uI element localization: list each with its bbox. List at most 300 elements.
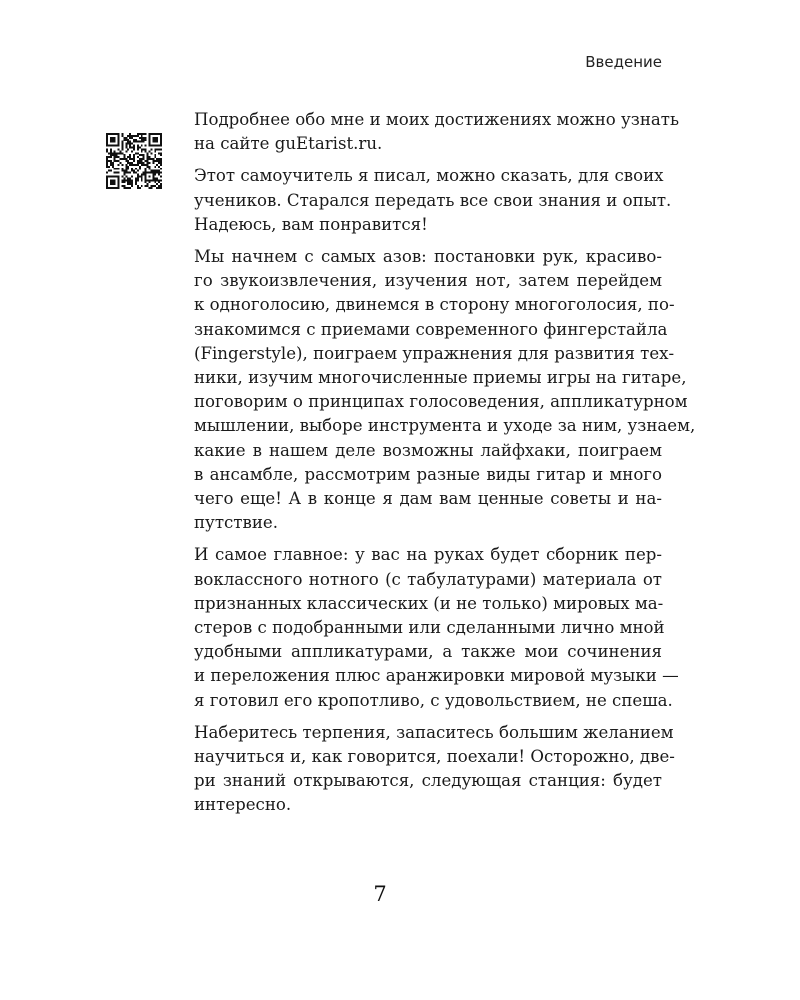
- qr-module: [147, 183, 149, 185]
- qr-module: [118, 160, 120, 162]
- text-line: интересно.: [194, 795, 292, 815]
- qr-module: [154, 170, 156, 172]
- running-head-title: Введение: [585, 53, 662, 71]
- qr-module: [127, 177, 129, 179]
- qr-module: [106, 148, 108, 150]
- qr-module: [129, 183, 131, 185]
- qr-module: [147, 179, 149, 181]
- qr-module: [131, 179, 133, 181]
- qr-module: [118, 143, 120, 145]
- qr-module: [127, 172, 129, 174]
- qr-module: [145, 164, 147, 166]
- qr-module: [150, 145, 152, 147]
- qr-module: [121, 133, 123, 135]
- qr-module: [148, 158, 150, 160]
- qr-module: [145, 172, 147, 174]
- qr-module: [150, 152, 152, 154]
- qr-module: [141, 145, 143, 147]
- qr-module: [160, 164, 162, 166]
- qr-module: [145, 181, 147, 183]
- qr-module: [156, 183, 158, 185]
- qr-module: [112, 187, 114, 189]
- qr-module: [156, 172, 158, 174]
- qr-module: [131, 168, 133, 170]
- qr-module: [133, 135, 135, 137]
- qr-module: [158, 172, 160, 174]
- text-line: к одноголосию, двинемся в сторону многоголосия, по-: [194, 295, 675, 315]
- qr-module: [129, 141, 131, 143]
- qr-module: [147, 164, 149, 166]
- qr-module: [129, 187, 131, 189]
- qr-module: [127, 181, 129, 183]
- qr-module: [131, 150, 133, 152]
- qr-module: [141, 133, 143, 135]
- qr-module: [154, 133, 156, 135]
- qr-module: [112, 145, 114, 147]
- qr-module: [108, 156, 110, 158]
- paragraph: [194, 164, 672, 237]
- text-line: в ансамбле, рассмотрим разные виды гитар и много: [194, 464, 662, 484]
- qr-module: [108, 145, 110, 147]
- text-line: какие в нашем деле возможны лайфхаки, поиграем: [194, 440, 662, 460]
- qr-module: [156, 145, 158, 147]
- qr-module: [135, 183, 137, 185]
- text-line: го звукоизвлечения, изучения нот, затем перейдем: [194, 271, 662, 291]
- qr-module: [106, 133, 108, 135]
- qr-module: [106, 141, 108, 143]
- qr-module: [158, 174, 160, 176]
- qr-module: [160, 185, 162, 187]
- qr-module: [129, 135, 131, 137]
- qr-module: [145, 174, 147, 176]
- qr-module: [116, 152, 118, 154]
- qr-module: [125, 166, 127, 168]
- qr-module: [147, 185, 149, 187]
- qr-module: [114, 187, 116, 189]
- qr-module: [129, 156, 131, 158]
- qr-module: [154, 185, 156, 187]
- qr-module: [114, 156, 116, 158]
- qr-module: [152, 185, 154, 187]
- qr-module: [152, 141, 154, 143]
- qr-module: [156, 139, 158, 141]
- qr-module: [127, 141, 129, 143]
- qr-module: [152, 137, 154, 139]
- text-line: научиться и, как говорится, поехали! Осторожно, две-: [194, 747, 675, 767]
- qr-module: [123, 170, 125, 172]
- qr-module: [143, 141, 145, 143]
- qr-module: [137, 175, 139, 177]
- text-line: удобными аппликатурами, а также мои сочинения: [194, 642, 662, 662]
- qr-module: [123, 179, 125, 181]
- qr-module: [135, 181, 137, 183]
- qr-module: [114, 158, 116, 160]
- qr-module: [116, 156, 118, 158]
- qr-module: [133, 139, 135, 141]
- qr-module: [139, 162, 141, 164]
- qr-module: [129, 179, 131, 181]
- qr-module: [106, 166, 108, 168]
- qr-module: [137, 145, 139, 147]
- qr-module: [108, 152, 110, 154]
- qr-module: [106, 179, 108, 181]
- qr-module: [129, 145, 131, 147]
- qr-module: [135, 139, 137, 141]
- qr-module: [154, 145, 156, 147]
- qr-module: [110, 179, 112, 181]
- qr-module: [148, 156, 150, 158]
- qr-module: [156, 177, 158, 179]
- qr-module: [143, 148, 145, 150]
- qr-module: [120, 158, 122, 160]
- qr-module: [137, 133, 139, 135]
- qr-module: [141, 177, 143, 179]
- qr-module: [127, 135, 129, 137]
- qr-module: [127, 162, 129, 164]
- qr-module: [116, 133, 118, 135]
- qr-module: [152, 139, 154, 141]
- qr-module: [106, 160, 108, 162]
- qr-module: [131, 185, 133, 187]
- qr-module: [110, 183, 112, 185]
- text-line: я готовил его кропотливо, с удовольствием, не спеша.: [194, 690, 673, 710]
- qr-module: [118, 152, 120, 154]
- qr-module: [158, 162, 160, 164]
- qr-module: [141, 154, 143, 156]
- qr-module: [106, 164, 108, 166]
- qr-module: [121, 148, 123, 150]
- qr-module: [160, 145, 162, 147]
- text-line: И самое главное: у вас на руках будет сборник пер-: [194, 545, 662, 565]
- qr-module: [141, 160, 143, 162]
- qr-module: [123, 174, 125, 176]
- qr-module: [121, 164, 123, 166]
- qr-module: [137, 177, 139, 179]
- text-line: Надеюсь, вам понравится!: [194, 214, 428, 234]
- qr-module: [106, 158, 108, 160]
- qr-module: [112, 183, 114, 185]
- qr-module: [135, 152, 137, 154]
- qr-module: [137, 135, 139, 137]
- qr-module: [118, 164, 120, 166]
- qr-module: [118, 179, 120, 181]
- main-text-body: [194, 108, 696, 826]
- qr-module: [114, 175, 116, 177]
- qr-module: [141, 162, 143, 164]
- qr-module: [112, 179, 114, 181]
- qr-module: [106, 183, 108, 185]
- qr-module: [143, 158, 145, 160]
- qr-module: [118, 141, 120, 143]
- qr-module: [127, 179, 129, 181]
- qr-module: [154, 141, 156, 143]
- qr-module: [147, 172, 149, 174]
- paragraph: [194, 721, 675, 818]
- qr-module: [147, 162, 149, 164]
- qr-module: [118, 175, 120, 177]
- qr-module: [154, 137, 156, 139]
- qr-module: [139, 154, 141, 156]
- qr-module: [158, 148, 160, 150]
- paragraph: [194, 245, 696, 535]
- qr-module: [121, 145, 123, 147]
- qr-module: [114, 183, 116, 185]
- qr-module: [120, 162, 122, 164]
- qr-module: [127, 148, 129, 150]
- qr-module: [152, 145, 154, 147]
- qr-module: [141, 174, 143, 176]
- qr-module: [106, 162, 108, 164]
- page-number: 7: [373, 882, 387, 906]
- qr-module: [121, 175, 123, 177]
- qr-module: [127, 166, 129, 168]
- qr-module: [154, 177, 156, 179]
- qr-module: [116, 172, 118, 174]
- qr-module: [123, 185, 125, 187]
- qr-module: [106, 143, 108, 145]
- text-line: (Fingerstyle), поиграем упражнения для развития тех-: [194, 343, 675, 363]
- qr-module: [120, 150, 122, 152]
- qr-module: [152, 160, 154, 162]
- qr-module: [156, 148, 158, 150]
- qr-module: [154, 181, 156, 183]
- qr-module: [160, 179, 162, 181]
- qr-module: [154, 166, 156, 168]
- qr-module: [125, 145, 127, 147]
- qr-module: [118, 183, 120, 185]
- qr-module: [110, 139, 112, 141]
- qr-module: [152, 158, 154, 160]
- qr-module: [129, 162, 131, 164]
- qr-module: [114, 179, 116, 181]
- qr-module: [127, 160, 129, 162]
- qr-module: [133, 156, 135, 158]
- qr-module: [160, 139, 162, 141]
- text-line: стеров с подобранными или сделанными лично мной: [194, 618, 665, 638]
- qr-module: [154, 139, 156, 141]
- text-line: признанных классических (и не только) мировых ма-: [194, 593, 664, 613]
- qr-module: [150, 172, 152, 174]
- qr-module: [114, 154, 116, 156]
- qr-module: [131, 183, 133, 185]
- qr-module: [125, 187, 127, 189]
- qr-module: [106, 175, 108, 177]
- qr-module: [148, 141, 150, 143]
- qr-module: [141, 179, 143, 181]
- qr-module: [106, 172, 108, 174]
- qr-module: [131, 164, 133, 166]
- qr-module: [148, 143, 150, 145]
- qr-module: [145, 175, 147, 177]
- qr-module: [118, 181, 120, 183]
- qr-module: [160, 152, 162, 154]
- qr-module: [108, 166, 110, 168]
- qr-module: [152, 133, 154, 135]
- qr-module: [148, 145, 150, 147]
- qr-module: [148, 172, 150, 174]
- qr-module: [123, 154, 125, 156]
- qr-module: [106, 156, 108, 158]
- qr-module: [125, 158, 127, 160]
- qr-module: [121, 185, 123, 187]
- qr-module: [137, 156, 139, 158]
- qr-module: [141, 175, 143, 177]
- qr-module: [139, 158, 141, 160]
- qr-module: [106, 135, 108, 137]
- qr-module: [106, 137, 108, 139]
- qr-module: [160, 154, 162, 156]
- qr-module: [121, 141, 123, 143]
- qr-module: [152, 170, 154, 172]
- qr-module: [127, 139, 129, 141]
- qr-module: [112, 175, 114, 177]
- qr-module: [118, 137, 120, 139]
- qr-module: [145, 150, 147, 152]
- text-line: Мы начнем с самых азов: постановки рук, красиво-: [194, 247, 662, 267]
- qr-module: [123, 177, 125, 179]
- qr-module: [156, 170, 158, 172]
- text-line: поговорим о принципах голосоведения, аппликатурном: [194, 392, 688, 412]
- qr-module: [160, 137, 162, 139]
- qr-module: [114, 133, 116, 135]
- qr-module: [110, 148, 112, 150]
- qr-module: [160, 143, 162, 145]
- qr-module: [156, 137, 158, 139]
- qr-module: [148, 150, 150, 152]
- qr-module: [121, 135, 123, 137]
- qr-module: [127, 143, 129, 145]
- qr-module: [143, 162, 145, 164]
- paragraph: [194, 108, 680, 156]
- text-line: Этот самоучитель я писал, можно сказать, для своих: [194, 166, 664, 186]
- qr-module: [148, 162, 150, 164]
- qr-module: [156, 160, 158, 162]
- qr-module: [137, 164, 139, 166]
- qr-module: [160, 175, 162, 177]
- qr-module: [141, 139, 143, 141]
- qr-module: [147, 160, 149, 162]
- paragraph: [194, 543, 679, 712]
- text-line: Наберитесь терпения, запаситесь большим желанием: [194, 722, 674, 742]
- qr-module: [112, 137, 114, 139]
- qr-module: [141, 137, 143, 139]
- qr-module: [110, 152, 112, 154]
- text-line: ники, изучим многочисленные приемы игры на гитаре,: [194, 368, 687, 388]
- qr-module: [129, 133, 131, 135]
- qr-module: [121, 181, 123, 183]
- qr-module: [114, 141, 116, 143]
- qr-module: [141, 135, 143, 137]
- qr-module: [123, 139, 125, 141]
- qr-module: [131, 143, 133, 145]
- qr-module: [141, 148, 143, 150]
- qr-code-icon: [106, 133, 162, 189]
- qr-module: [137, 179, 139, 181]
- qr-module: [160, 158, 162, 160]
- qr-module: [114, 145, 116, 147]
- qr-module: [127, 168, 129, 170]
- qr-module: [110, 187, 112, 189]
- qr-module: [116, 145, 118, 147]
- qr-module: [110, 160, 112, 162]
- qr-module: [106, 181, 108, 183]
- qr-module: [112, 154, 114, 156]
- qr-module: [127, 187, 129, 189]
- qr-module: [148, 187, 150, 189]
- text-line: воклассного нотного (с табулатурами) материала от: [194, 569, 662, 589]
- qr-module: [118, 177, 120, 179]
- qr-module: [150, 187, 152, 189]
- qr-module: [121, 143, 123, 145]
- qr-module: [145, 160, 147, 162]
- qr-module: [160, 148, 162, 150]
- qr-module: [123, 181, 125, 183]
- qr-module: [118, 185, 120, 187]
- qr-module: [152, 179, 154, 181]
- qr-module: [116, 175, 118, 177]
- qr-module: [116, 154, 118, 156]
- qr-module: [145, 139, 147, 141]
- qr-module: [133, 145, 135, 147]
- qr-module: [114, 168, 116, 170]
- qr-module: [127, 183, 129, 185]
- qr-module: [145, 177, 147, 179]
- qr-module: [147, 156, 149, 158]
- qr-module: [156, 179, 158, 181]
- qr-module: [145, 133, 147, 135]
- qr-module: [145, 148, 147, 150]
- qr-module: [150, 185, 152, 187]
- qr-module: [156, 158, 158, 160]
- qr-module: [106, 185, 108, 187]
- qr-module: [125, 143, 127, 145]
- qr-module: [137, 174, 139, 176]
- qr-module: [141, 164, 143, 166]
- qr-module: [148, 175, 150, 177]
- qr-module: [110, 137, 112, 139]
- qr-module: [139, 175, 141, 177]
- qr-module: [123, 172, 125, 174]
- qr-module: [125, 139, 127, 141]
- qr-module: [152, 172, 154, 174]
- qr-module: [148, 168, 150, 170]
- qr-module: [160, 168, 162, 170]
- qr-module: [110, 150, 112, 152]
- qr-module: [125, 170, 127, 172]
- qr-module: [141, 158, 143, 160]
- qr-module: [112, 152, 114, 154]
- qr-module: [135, 135, 137, 137]
- qr-module: [154, 172, 156, 174]
- qr-module: [118, 187, 120, 189]
- qr-module: [145, 185, 147, 187]
- qr-module: [110, 181, 112, 183]
- qr-module: [112, 133, 114, 135]
- qr-module: [133, 164, 135, 166]
- qr-module: [116, 160, 118, 162]
- qr-module: [154, 156, 156, 158]
- qr-module: [112, 162, 114, 164]
- qr-module: [158, 152, 160, 154]
- qr-module: [158, 160, 160, 162]
- qr-module: [108, 170, 110, 172]
- qr-module: [143, 174, 145, 176]
- qr-module: [154, 154, 156, 156]
- qr-module: [160, 172, 162, 174]
- qr-module: [160, 141, 162, 143]
- qr-module: [148, 139, 150, 141]
- qr-module: [139, 137, 141, 139]
